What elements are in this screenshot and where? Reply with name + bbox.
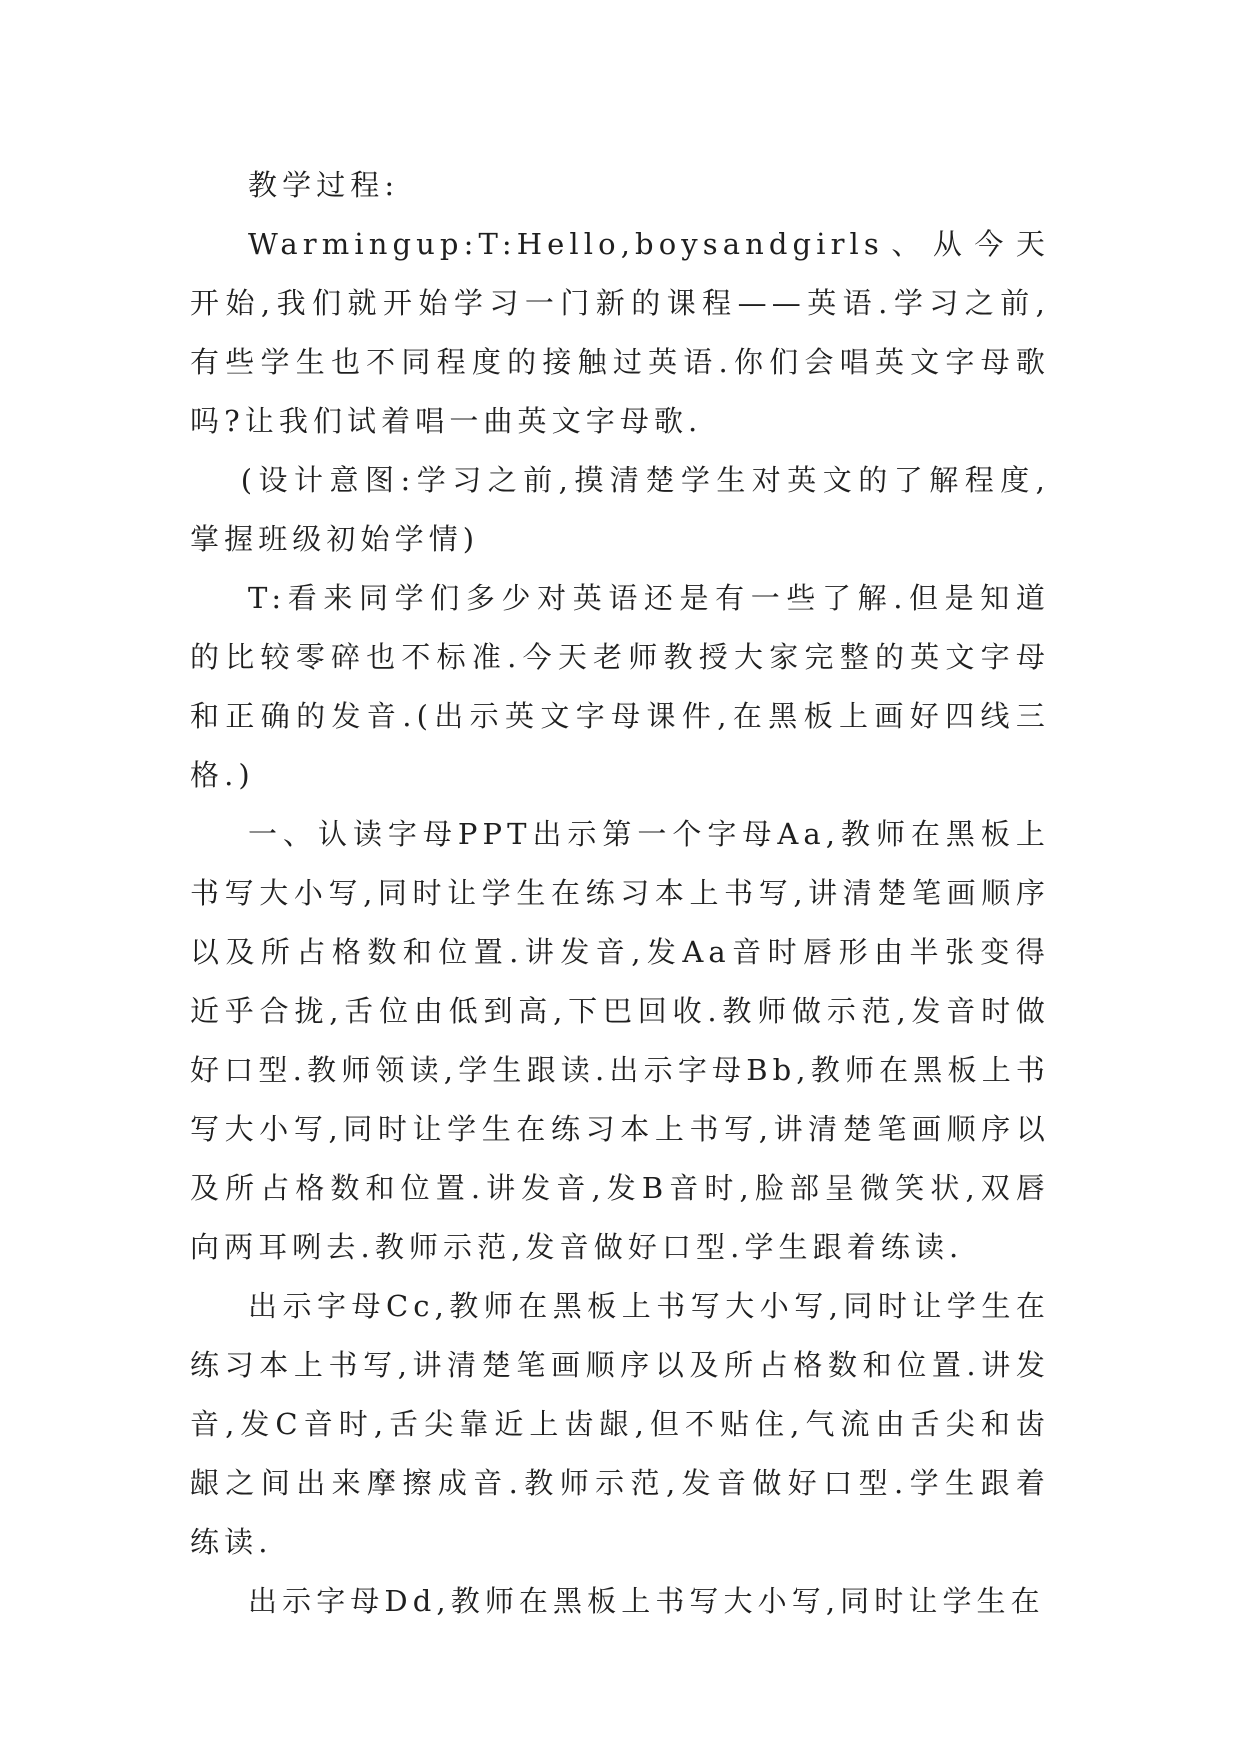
paragraph-letters-a-b: 一、认读字母PPT出示第一个字母Aa,教师在黑板上书写大小写,同时让学生在练习本上书写,讲清楚笔画顺序以及所占格数和位置.讲发音,发Aa音时唇形由半张变得近乎合拢,舌位由低到高,下巴回收.教师做示范,发音时做好口型.教师领读,学生跟读.出示字母Bb,教师在黑板上书写大小写,同时让学生在练习本上书写,讲清楚笔画顺序以及所占格数和位置.讲发音,发B音时,脸部呈微笑状,双唇向两耳咧去.教师示范,发音做好口型.学生跟着练读. — [190, 817, 1050, 1264]
section-heading: 教学过程: — [248, 168, 400, 202]
paragraph-design-intent: (设计意图:学习之前,摸清楚学生对英文的了解程度,掌握班级初始学情) — [190, 463, 1050, 556]
document-body — [190, 156, 1050, 1631]
paragraph-warmup: Warmingup:T:Hello,boysandgirls、从今天开始,我们就开始学习一门新的课程——英语.学习之前,有些学生也不同程度的接触过英语.你们会唱英文字母歌吗?让我们试着唱一曲英文字母歌. — [190, 227, 1050, 438]
paragraph-teacher-intro: T:看来同学们多少对英语还是有一些了解.但是知道的比较零碎也不标准.今天老师教授大家完整的英文字母和正确的发音.(出示英文字母课件,在黑板上画好四线三格.) — [190, 581, 1050, 792]
paragraph-letter-c: 出示字母Cc,教师在黑板上书写大小写,同时让学生在练习本上书写,讲清楚笔画顺序以及所占格数和位置.讲发音,发C音时,舌尖靠近上齿龈,但不贴住,气流由舌尖和齿龈之间出来摩擦成音.教师示范,发音做好口型.学生跟着练读. — [190, 1289, 1050, 1559]
paragraph-letter-d: 出示字母Dd,教师在黑板上书写大小写,同时让学生在 — [248, 1584, 1045, 1618]
